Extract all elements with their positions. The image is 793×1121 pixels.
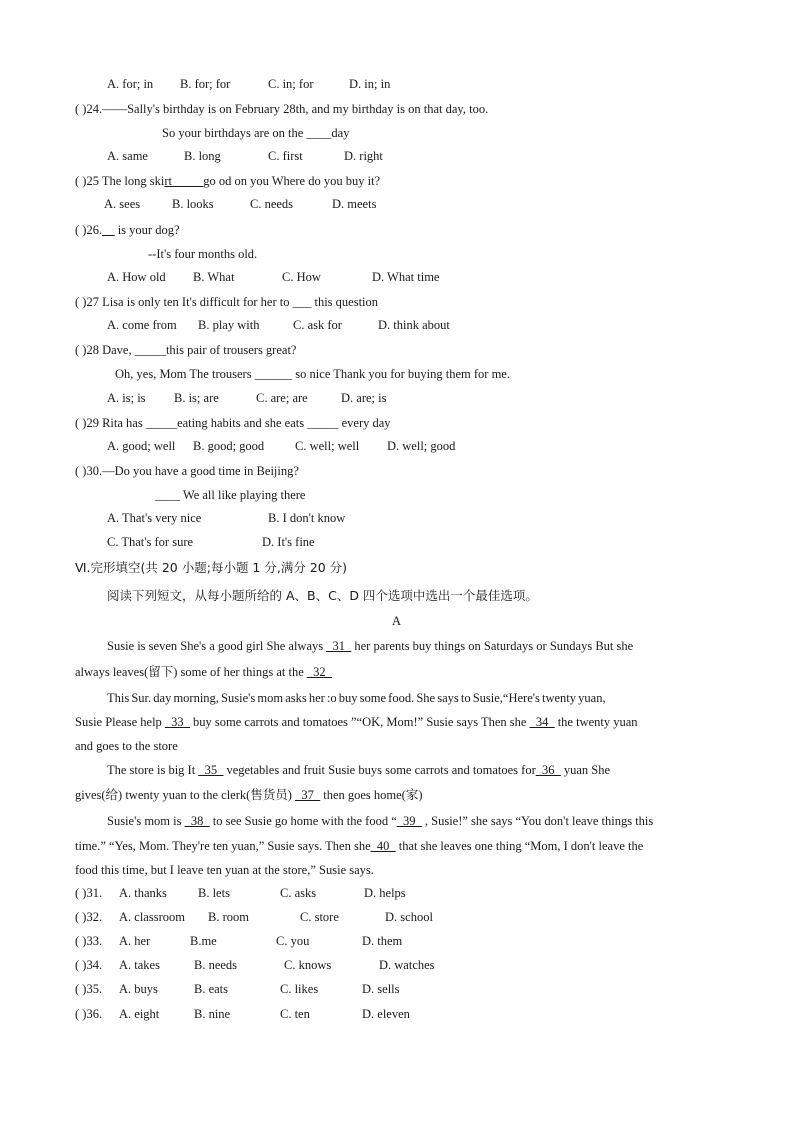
passage-text: Susie is seven She's a good girl She always [107, 639, 327, 653]
q23-option-d: D. in; in [349, 77, 391, 91]
q23-option-c: C. in; for [268, 77, 314, 91]
q26-option-b: B. What [193, 270, 235, 284]
section-instruction: 阅读下列短文，从每小题所给的 A、B、C、D 四个选项中选出一个最佳选项。 [107, 588, 538, 603]
blank-37: _37_ [295, 788, 321, 802]
q31-number: ( )31. [75, 886, 103, 900]
q25-text-pre: ( )25 The long ski [75, 174, 165, 188]
blank-36: _36_ [535, 763, 561, 777]
q31-option-d: D. helps [364, 886, 406, 900]
passage-line [107, 638, 633, 654]
passage-line [75, 787, 423, 803]
passage-text: to see Susie go home with the food “ [209, 814, 397, 828]
q32-option-b: B. room [208, 910, 249, 924]
q28-option-c: C. are; are [256, 391, 308, 405]
q34-number: ( )34. [75, 958, 103, 972]
q27-option-b: B. play with [198, 318, 260, 332]
passage-text: her parents buy things on Saturdays or Sundays But she [351, 639, 634, 653]
q25-blank: rt_____ [164, 174, 204, 188]
q26-option-c: C. How [282, 270, 321, 284]
q28-question: ( )28 Dave, _____this pair of trousers great? [75, 343, 297, 357]
q33-option-d: D. them [362, 934, 403, 948]
q33-option-b: B.me [190, 934, 217, 948]
q34-option-a: A. takes [119, 958, 160, 972]
blank-32: _32_ [306, 665, 332, 679]
q31-option-a: A. thanks [119, 886, 167, 900]
passage-text: yuan She [560, 763, 611, 777]
q33-number: ( )33. [75, 934, 103, 948]
passage-text: gives(给) twenty yuan to the clerk(售货员) [75, 788, 296, 802]
q35-number: ( )35. [75, 982, 103, 996]
q34-option-c: C. knows [284, 958, 332, 972]
blank-35: _35_ [198, 763, 224, 777]
passage-text: always leaves(留下) some of her things at the [75, 665, 307, 679]
q29-option-d: D. well; good [387, 439, 456, 453]
q35-option-c: C. likes [280, 982, 319, 996]
q32-option-c: C. store [300, 910, 339, 924]
blank-40: _40_ [370, 839, 396, 853]
passage-line: food this time, but I leave ten yuan at the store,” Susie says. [75, 863, 374, 877]
q35-option-d: D. sells [362, 982, 400, 996]
q29-option-c: C. well; well [295, 439, 360, 453]
q25-option-c: C. needs [250, 197, 294, 211]
q26-question [75, 222, 180, 238]
blank-33: _33_ [164, 715, 190, 729]
q32-option-a: A. classroom [119, 910, 185, 924]
passage-text: The store is big It [107, 763, 199, 777]
q29-option-b: B. good; good [193, 439, 265, 453]
passage-label: A [392, 614, 402, 628]
blank-34: _34_ [529, 715, 555, 729]
blank-38: _38_ [184, 814, 210, 828]
q24-response: So your birthdays are on the ____day [162, 126, 350, 140]
q30-option-b: B. I don't know [268, 511, 346, 525]
q31-option-c: C. asks [280, 886, 317, 900]
q32-option-d: D. school [385, 910, 433, 924]
passage-text: Susie Please help [75, 715, 165, 729]
q26-text-post: is your dog? [114, 223, 180, 237]
q36-option-c: C. ten [280, 1007, 310, 1021]
blank-39: _39_ [396, 814, 422, 828]
q24-option-c: C. first [268, 149, 303, 163]
q28-response: Oh, yes, Mom The trousers ______ so nice Thank you for buying them for me. [115, 367, 510, 381]
q36-option-a: A. eight [119, 1007, 160, 1021]
q33-option-c: C. you [276, 934, 310, 948]
q25-question [75, 173, 380, 189]
q25-option-a: A. sees [104, 197, 141, 211]
q34-option-b: B. needs [194, 958, 238, 972]
q35-option-b: B. eats [194, 982, 229, 996]
q32-number: ( )32. [75, 910, 103, 924]
q29-question: ( )29 Rita has _____eating habits and she eats _____ every day [75, 416, 391, 430]
passage-text: the twenty yuan [554, 715, 638, 729]
q25-option-b: B. looks [172, 197, 214, 211]
q25-option-d: D. meets [332, 197, 377, 211]
q24-option-d: D. right [344, 149, 383, 163]
q26-response: --It's four months old. [148, 247, 258, 261]
q34-option-d: D. watches [379, 958, 435, 972]
q35-option-a: A. buys [119, 982, 158, 996]
q27-option-c: C. ask for [293, 318, 342, 332]
passage-text: that she leaves one thing “Mom, I don't leave the [395, 839, 644, 853]
q23-option-b: B. for; for [180, 77, 231, 91]
q28-option-a: A. is; is [107, 391, 146, 405]
q31-option-b: B. lets [198, 886, 230, 900]
q36-option-d: D. eleven [362, 1007, 410, 1021]
q26-text-pre: ( )26. [75, 223, 103, 237]
q24-question: ( )24.——Sally's birthday is on February 28th, and my birthday is on that day, too. [75, 102, 489, 116]
q29-option-a: A. good; well [107, 439, 176, 453]
passage-text: Susie's mom is [107, 814, 185, 828]
passage-text: , Susie!” she says “You don't leave things this [421, 814, 654, 828]
q30-question: ( )30.—Do you have a good time in Beijing? [75, 464, 299, 478]
passage-line: This Sur. day morning, Susie's mom asks her :o buy some food. She says to Susie,“Here's twenty yuan, [107, 691, 606, 705]
q28-option-b: B. is; are [174, 391, 219, 405]
q26-option-d: D. What time [372, 270, 440, 284]
section-title: Ⅵ.完形填空(共 20 小题;每小题 1 分,满分 20 分) [75, 560, 348, 575]
q27-option-a: A. come from [107, 318, 177, 332]
passage-text: then goes home(家) [320, 788, 423, 802]
passage-text: time.” “Yes, Mom. They're ten yuan,” Susie says. Then she [75, 839, 371, 853]
passage-text: buy some carrots and tomatoes ”“OK, Mom!” Susie says Then she [189, 715, 530, 729]
q30-option-d: D. It's fine [262, 535, 315, 549]
q24-option-a: A. same [107, 149, 148, 163]
q30-option-c: C. That's for sure [107, 535, 194, 549]
q25-text-post: go od on you Where do you buy it? [203, 174, 381, 188]
passage-line [75, 664, 332, 680]
q24-option-b: B. long [184, 149, 221, 163]
passage-line [107, 762, 610, 778]
passage-line [75, 838, 643, 854]
q30-option-a: A. That's very nice [107, 511, 202, 525]
passage-line [107, 813, 653, 829]
q30-response: ____ We all like playing there [155, 488, 306, 502]
q26-option-a: A. How old [107, 270, 166, 284]
q23-option-a: A. for; in [107, 77, 154, 91]
q33-option-a: A. her [119, 934, 151, 948]
passage-line [75, 714, 638, 730]
q27-question: ( )27 Lisa is only ten It's difficult for her to ___ this question [75, 295, 379, 309]
q26-blank: __ [102, 223, 115, 237]
q36-number: ( )36. [75, 1007, 103, 1021]
q27-option-d: D. think about [378, 318, 450, 332]
q36-option-b: B. nine [194, 1007, 231, 1021]
passage-line: and goes to the store [75, 739, 178, 753]
q28-option-d: D. are; is [341, 391, 387, 405]
blank-31: _31_ [326, 639, 352, 653]
passage-text: vegetables and fruit Susie buys some carrots and tomatoes for [223, 763, 536, 777]
